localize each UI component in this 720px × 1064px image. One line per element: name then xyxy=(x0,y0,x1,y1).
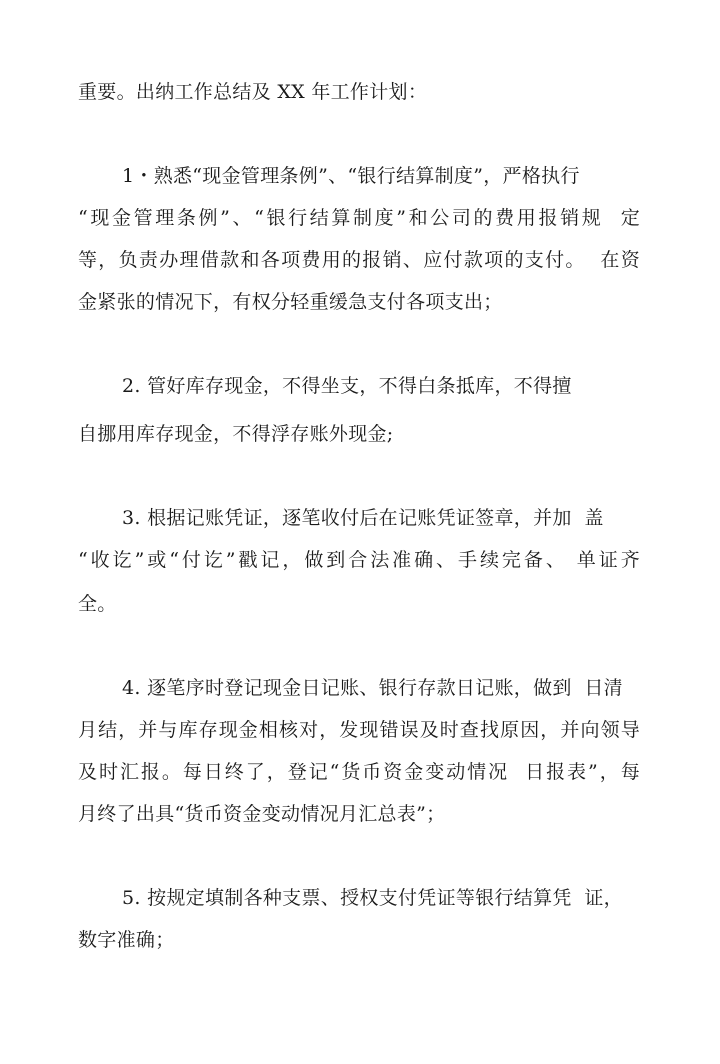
item-1-line-2: “现金管理条例”、“银行结算制度”和公司的费用报销规 定 xyxy=(78,207,640,229)
item-4-line-3: 及时汇报。每日终了，登记“货币资金变动情况 日报表”，每 xyxy=(78,761,640,783)
intro-line: 重要。出纳工作总结及 XX 年工作计划： xyxy=(78,81,428,103)
item-5-line-2: 数字准确； xyxy=(78,929,175,951)
item-4-line-2: 月结，并与库存现金相核对，发现错误及时查找原因，并向领导 xyxy=(78,719,640,741)
item-1-line-4: 金紧张的情况下，有权分轻重缓急支付各项支出； xyxy=(78,291,503,313)
item-3-line-3: 全。 xyxy=(78,593,117,615)
item-1-line-3: 等，负责办理借款和各项费用的报销、应付款项的支付。 在资 xyxy=(78,249,640,271)
item-4-line-4: 月终了出具“货币资金变动情况月汇总表”； xyxy=(78,803,446,825)
item-3-line-1: 3. 根据记账凭证，逐笔收付后在记账凭证签章，并加 盖 xyxy=(122,507,604,529)
item-1-line-1: 1・熟悉“现金管理条例”、“银行结算制度”，严格执行 xyxy=(122,165,580,187)
item-5-line-1: 5. 按规定填制各种支票、授权支付凭证等银行结算凭 证， xyxy=(122,887,623,909)
item-2-line-2: 自挪用库存现金，不得浮存账外现金; xyxy=(78,423,394,445)
item-4-line-1: 4. 逐笔序时登记现金日记账、银行存款日记账，做到 日清 xyxy=(122,677,623,699)
item-2-line-1: 2. 管好库存现金，不得坐支，不得白条抵库，不得擅 xyxy=(122,375,572,397)
item-3-line-2: “收讫”或“付讫”戳记，做到合法准确、手续完备、 单证齐 xyxy=(78,549,640,571)
